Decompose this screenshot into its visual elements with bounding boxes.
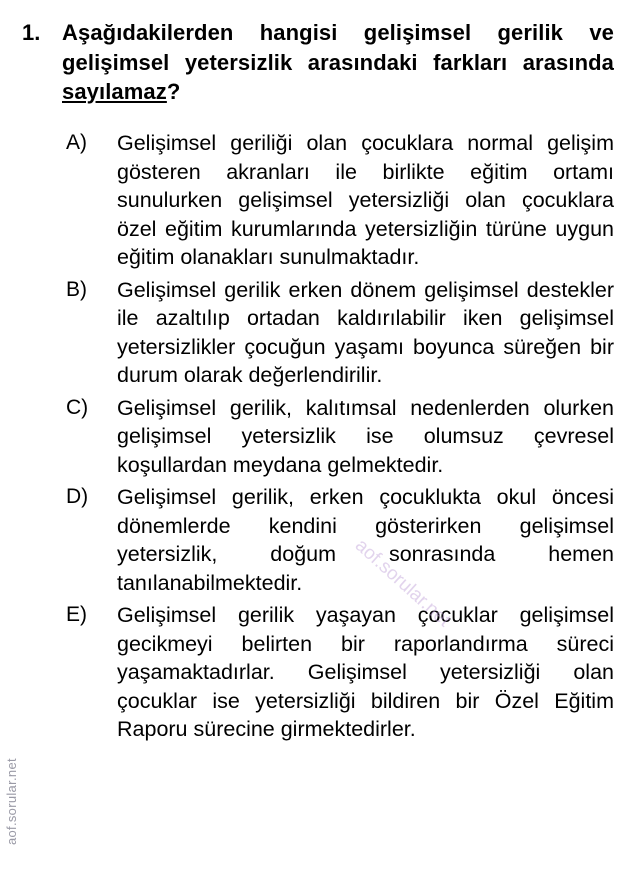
- option-letter: D): [66, 485, 89, 508]
- option-a[interactable]: [66, 129, 614, 272]
- diagonal-watermark: aof.sorular.net: [350, 535, 455, 632]
- question-mark: ?: [166, 79, 181, 104]
- question: [22, 18, 614, 107]
- option-letter: A): [66, 131, 87, 154]
- option-text: Gelişimsel gerilik yaşayan çocuklar gelişimsel gecikmeyi belirten bir raporlandırma süreci yaşamaktadırlar. Gelişimsel yetersizliği olan çocuklar ise yetersizliği bildiren bir Özel Eğitim Raporu sürecine girmektedirler.: [117, 603, 614, 741]
- side-watermark: aof.sorular.net: [4, 758, 19, 845]
- option-letter: B): [66, 277, 87, 301]
- question-emphasis: sayılamaz: [62, 79, 167, 104]
- option-d[interactable]: [66, 483, 614, 597]
- option-c[interactable]: [66, 394, 614, 480]
- option-text: Gelişimsel gerilik, kalıtımsal nedenlerden olurken gelişimsel yetersizlik ise olumsuz çevresel koşullardan meydana gelmektedir.: [117, 395, 614, 477]
- option-e[interactable]: [66, 601, 614, 744]
- answer-options: [66, 129, 614, 748]
- option-letter: C): [66, 395, 89, 419]
- question-stem: Aşağıdakilerden hangisi gelişimsel gerilik ve gelişimsel yetersizlik arasındaki farkları arasında: [62, 20, 614, 75]
- option-text: Gelişimsel gerilik erken dönem gelişimsel destekler ile azaltılıp ortadan kaldırılabilir iken gelişimsel yetersizlikler çocuğun yaşamı boyunca süreğen bir durum olarak değerlendirilir.: [117, 277, 614, 387]
- option-letter: E): [66, 603, 87, 626]
- option-b[interactable]: [66, 276, 614, 390]
- question-number: 1.: [22, 20, 41, 45]
- question-text: [62, 18, 614, 107]
- option-text: Gelişimsel geriliği olan çocuklara normal gelişim gösteren akranları ile birlikte eğitim ortamı sunulurken gelişimsel yetersizliği olan çocuklara özel eğitim kurumlarında yetersizliğin türüne uygun eğitim olanakları sunulmaktadır.: [117, 131, 614, 269]
- option-text: Gelişimsel gerilik, erken çocuklukta okul öncesi dönemlerde kendini gösterirken gelişimsel yetersizlik, doğum sonrasında hemen tanılanabilmektedir.: [117, 485, 614, 595]
